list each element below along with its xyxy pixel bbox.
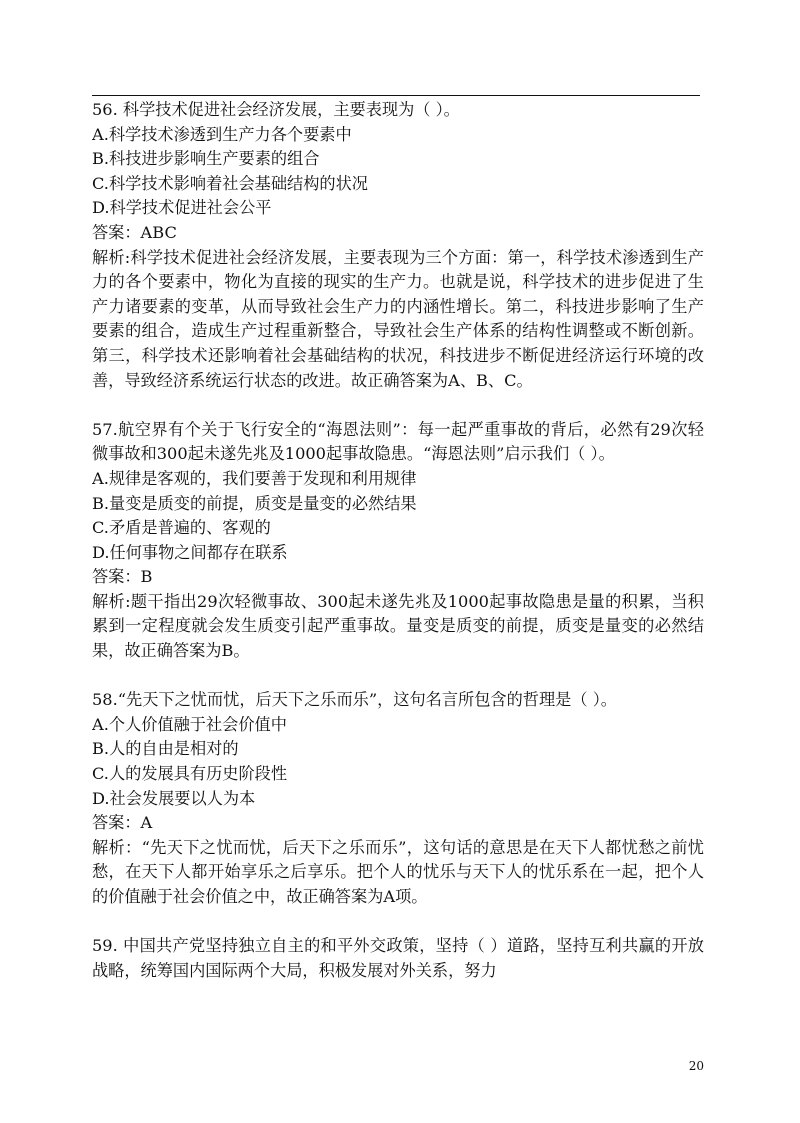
question-57 <box>92 418 704 664</box>
question-stem: 56. 科学技术促进社会经济发展，主要表现为（ ）。 <box>92 100 460 119</box>
answer: 答案：B <box>92 567 153 587</box>
question-56 <box>92 98 704 393</box>
question-58 <box>92 688 704 909</box>
option-c: C.矛盾是普遍的、客观的 <box>92 518 271 538</box>
option-b: B.人的自由是相对的 <box>92 739 239 759</box>
analysis: 解析:科学技术促进社会经济发展，主要表现为三个方面：第一，科学技术渗透到生产力的各个要素中，物化为直接的现实的生产力。也就是说，科学技术的进步促进了生产力诸要素的变革，从而导致社会生产力的内涵性增长。第二，科技进步影响了生产要素的组合，造成生产过程重新整合，导致社会生产体系的结构性调整或不断创新。第三，科学技术还影响着社会基础结构的状况，科技进步不断促进经济运行环境的改善，导致经济系统运行状态的改进。故正确答案为A、B、C。 <box>92 247 704 390</box>
question-59 <box>92 934 704 983</box>
option-b: B.科技进步影响生产要素的组合 <box>92 149 320 169</box>
question-stem: 58.“先天下之忧而忧，后天下之乐而乐”，这句名言所包含的哲理是（ ）。 <box>92 690 617 710</box>
answer: 答案：ABC <box>92 222 177 242</box>
option-c: C.人的发展具有历史阶段性 <box>92 764 288 784</box>
analysis: 解析:题干指出29次轻微事故、300起未遂先兆及1000起事故隐患是量的积累，当积累到一定程度就会发生质变引起严重事故。量变是质变的前提，质变是量变的必然结果，故正确答案为B。 <box>92 591 704 661</box>
question-stem: 57.航空界有个关于飞行安全的“海恩法则”：每一起严重事故的背后，必然有29次轻微事故和300起未遂先兆及1000起事故隐患。“海恩法则”启示我们（ ）。 <box>92 419 704 464</box>
question-stem: 59. 中国共产党坚持独立自主的和平外交政策，坚持（ ）道路，坚持互利共赢的开放战略，统筹国内国际两个大局，积极发展对外关系，努力 <box>92 936 704 980</box>
page-number: 20 <box>688 1059 704 1073</box>
option-a: A.规律是客观的，我们要善于发现和利用规律 <box>92 468 417 488</box>
document-body <box>92 98 704 983</box>
header-rule <box>92 95 700 96</box>
option-d: D.科学技术促进社会公平 <box>92 198 272 218</box>
option-a: A.科学技术渗透到生产力各个要素中 <box>92 124 352 144</box>
analysis: 解析：“先天下之忧而忧，后天下之乐而乐”，这句话的意思是在天下人都忧愁之前忧愁，在天下人都开始享乐之后享乐。把个人的忧乐与天下人的忧乐系在一起，把个人的价值融于社会价值之中，故正确答案为A项。 <box>92 837 704 906</box>
option-d: D.社会发展要以人为本 <box>92 788 256 808</box>
option-a: A.个人价值融于社会价值中 <box>92 714 287 734</box>
option-d: D.任何事物之间都存在联系 <box>92 542 288 562</box>
option-b: B.量变是质变的前提，质变是量变的必然结果 <box>92 493 417 513</box>
option-c: C.科学技术影响着社会基础结构的状况 <box>92 173 368 193</box>
answer: 答案：A <box>92 813 153 833</box>
